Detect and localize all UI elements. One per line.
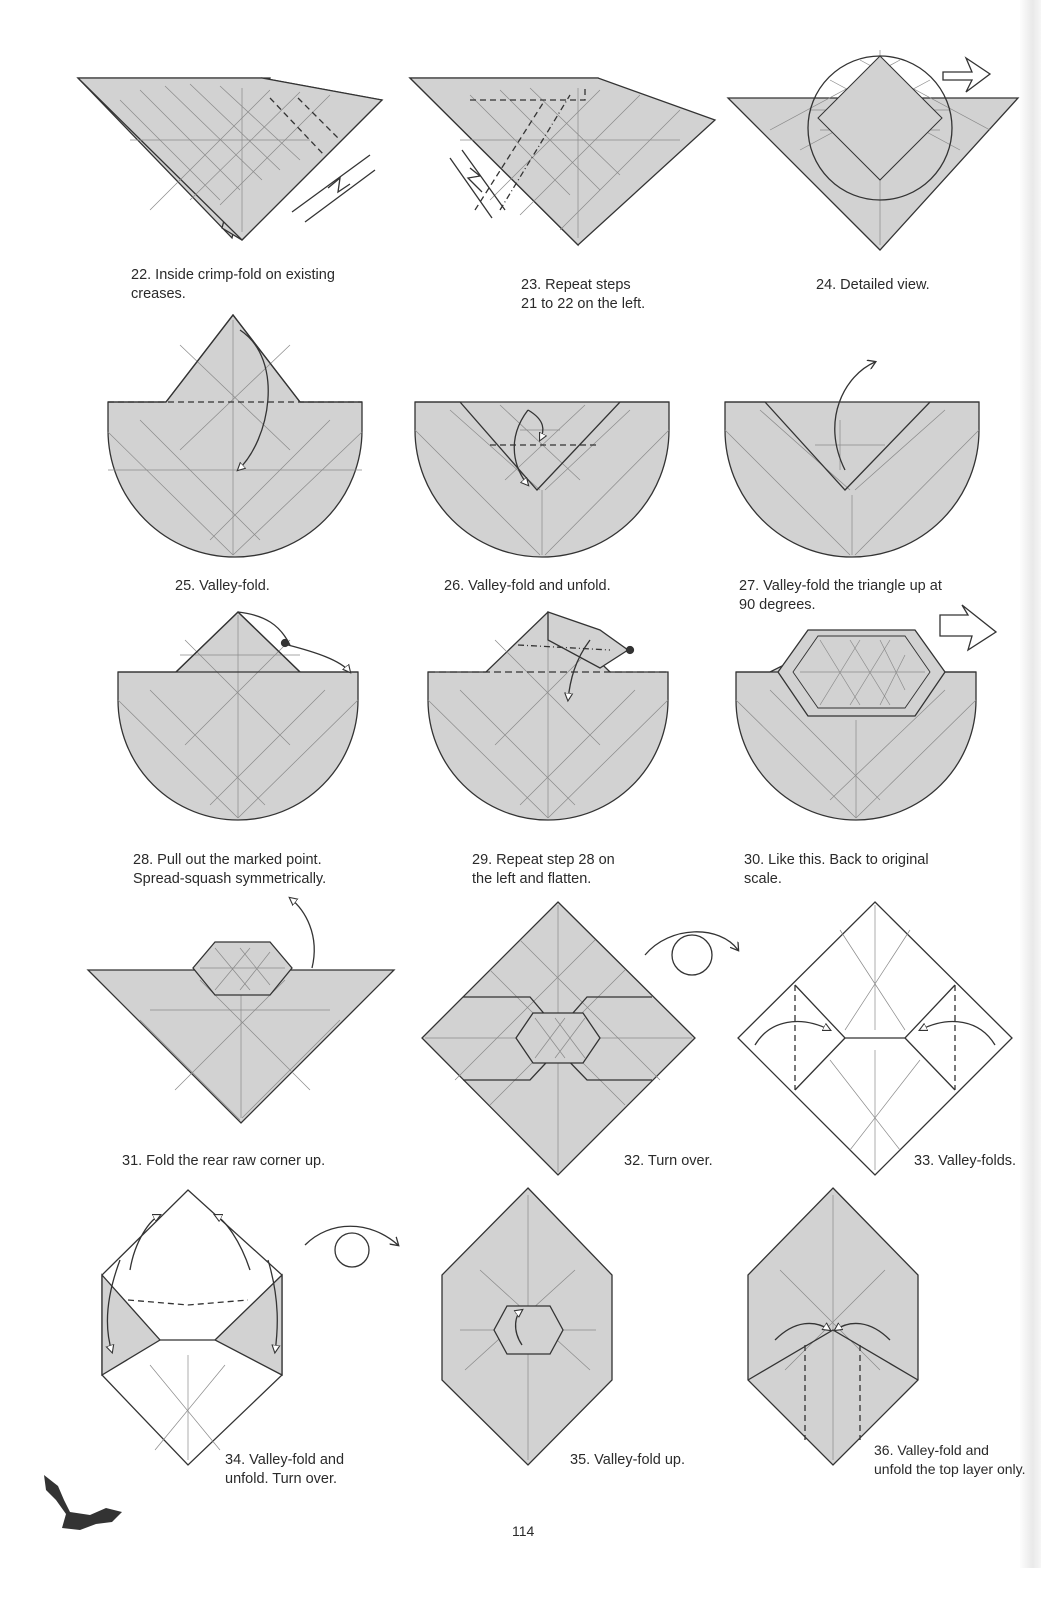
- step-25-caption: 25. Valley-fold.: [175, 578, 270, 594]
- wolf-silhouette-icon: [44, 1475, 122, 1530]
- step-31-caption: 31. Fold the rear raw corner up.: [122, 1153, 326, 1169]
- step-28-diagram: [118, 612, 358, 820]
- step-22-diagram: [78, 78, 382, 240]
- step-33-caption: 33. Valley-folds.: [914, 1153, 1017, 1169]
- step-36-diagram: [748, 1188, 918, 1465]
- step-32-caption: 32. Turn over.: [624, 1153, 713, 1169]
- step-23-caption: 23. Repeat steps 21 to 22 on the left.: [521, 277, 646, 312]
- page-number: 114: [512, 1523, 535, 1539]
- step-24-diagram: [728, 50, 1018, 250]
- step-27-diagram: [725, 362, 979, 557]
- step-30-caption: 30. Like this. Back to original scale.: [744, 852, 929, 887]
- turn-over-icon: [672, 935, 712, 975]
- step-33-diagram: [738, 902, 1012, 1175]
- step-28-caption: 28. Pull out the marked point. Spread-squash symmetrically.: [133, 852, 327, 887]
- step-27-caption: 27. Valley-fold the triangle up at 90 degrees.: [739, 578, 942, 613]
- step-22-caption: 22. Inside crimp-fold on existing creases.: [131, 267, 335, 302]
- step-24-caption: 24. Detailed view.: [816, 277, 930, 293]
- step-25-diagram: [108, 315, 362, 557]
- step-26-diagram: [415, 402, 669, 557]
- step-26-caption: 26. Valley-fold and unfold.: [444, 578, 611, 594]
- step-29-caption: 29. Repeat step 28 on the left and flatten.: [472, 852, 615, 887]
- step-32-diagram: [422, 902, 738, 1175]
- step-23-diagram: [410, 78, 715, 245]
- step-34-caption: 34. Valley-fold and unfold. Turn over.: [225, 1452, 345, 1487]
- step-30-diagram: [736, 605, 996, 820]
- step-35-caption: 35. Valley-fold up.: [570, 1452, 685, 1468]
- step-36-caption: 36. Valley-fold and unfold the top layer only.: [874, 1442, 1026, 1477]
- step-35-diagram: [442, 1188, 612, 1465]
- step-31-diagram: [88, 898, 394, 1123]
- step-29-diagram: [428, 612, 668, 820]
- step-34-diagram: [102, 1190, 398, 1465]
